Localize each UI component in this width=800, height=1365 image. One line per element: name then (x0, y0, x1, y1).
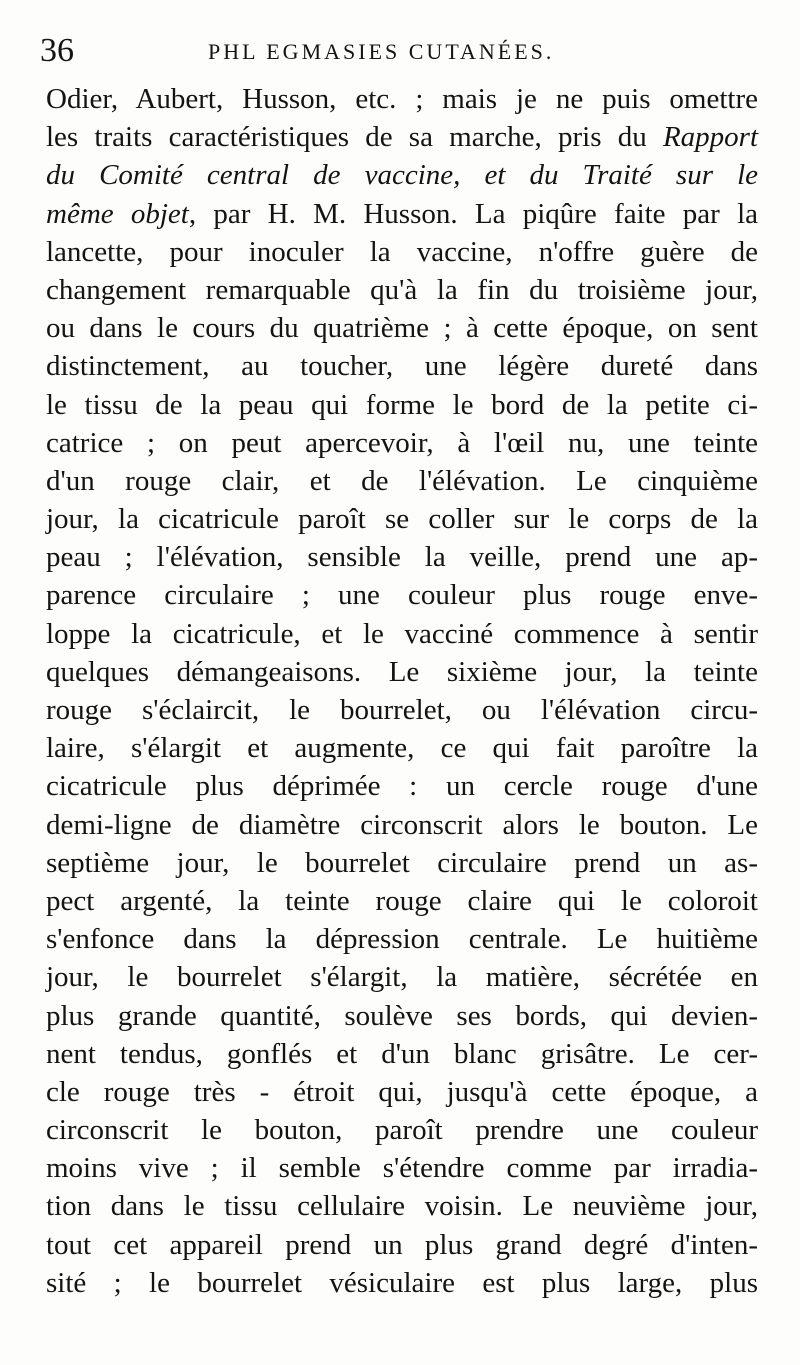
text-segment: parence circulaire ; une couleur plus rouge enve- (46, 579, 758, 612)
text-segment: quelques démangeaisons. Le sixième jour, la teinte (46, 655, 758, 688)
text-segment: ou dans le cours du quatrième ; à cette époque, on sent (46, 312, 758, 345)
italic-text: Rapport (662, 121, 758, 154)
text-segment: , par H. M. Husson. La piqûre faite par la (188, 197, 758, 230)
text-segment: nent tendus, gonflés et d'un blanc grisâtre. Le cer- (46, 1037, 758, 1070)
text-line (46, 920, 758, 958)
text-line (46, 118, 758, 156)
text-line (46, 1111, 758, 1149)
text-line (46, 1149, 758, 1187)
text-line (46, 729, 758, 767)
text-line (46, 576, 758, 614)
text-line (46, 1187, 758, 1225)
text-line (46, 767, 758, 805)
text-segment: demi-ligne de diamètre circonscrit alors le bouton. Le (46, 808, 758, 841)
page-number: 36 (40, 32, 74, 69)
page-header (40, 30, 780, 72)
text-line (46, 309, 758, 347)
text-segment: lancette, pour inoculer la vaccine, n'offre guère de (46, 235, 758, 268)
body-text (46, 80, 758, 1302)
text-segment: cle rouge très - étroit qui, jusqu'à cette époque, a (46, 1075, 758, 1108)
text-segment: pect argenté, la teinte rouge claire qui le coloroit (46, 884, 758, 917)
text-segment: Odier, Aubert, Husson, etc. ; mais je ne puis omettre (46, 83, 758, 115)
text-line (46, 271, 758, 309)
text-segment: tion dans le tissu cellulaire voisin. Le neuvième jour, (46, 1190, 758, 1223)
text-segment: septième jour, le bourrelet circulaire prend un as- (46, 846, 758, 879)
text-line (46, 1035, 758, 1073)
text-segment: plus grande quantité, soulève ses bords, qui devien- (46, 999, 758, 1032)
text-segment: rouge s'éclaircit, le bourrelet, ou l'élévation circu- (46, 694, 758, 726)
text-line (46, 233, 758, 271)
text-line (46, 615, 758, 653)
text-line (46, 1073, 758, 1111)
text-segment: peau ; l'élévation, sensible la veille, prend une ap- (46, 541, 758, 574)
text-line (46, 347, 758, 385)
text-line (46, 958, 758, 996)
text-line (46, 844, 758, 882)
text-line (46, 1226, 758, 1264)
text-line (46, 195, 758, 233)
italic-text: du Comité central de vaccine, et du Traité sur le (46, 159, 758, 192)
text-line (46, 500, 758, 538)
text-line (46, 806, 758, 844)
text-segment: jour, la cicatricule paroît se coller sur le corps de la (46, 503, 758, 536)
text-line (46, 691, 758, 729)
text-segment: le tissu de la peau qui forme le bord de la petite ci- (46, 388, 758, 421)
text-line (46, 386, 758, 424)
text-line (46, 424, 758, 462)
text-segment: jour, le bourrelet s'élargit, la matière, sécrétée en (46, 961, 758, 994)
text-line (46, 80, 758, 118)
text-line (46, 997, 758, 1035)
italic-text: même objet (46, 197, 189, 230)
text-segment: d'un rouge clair, et de l'élévation. Le cinquième (46, 464, 758, 497)
text-segment: les traits caractéristiques de sa marche, pris du (46, 121, 663, 154)
text-segment: loppe la cicatricule, et le vacciné commence à sentir (46, 617, 758, 650)
text-segment: distinctement, au toucher, une légère dureté dans (46, 350, 758, 383)
text-line (46, 462, 758, 500)
text-segment: cicatricule plus déprimée : un cercle rouge d'une (46, 770, 758, 803)
text-line (46, 156, 758, 194)
text-segment: laire, s'élargit et augmente, ce qui fait paroître la (46, 732, 758, 765)
text-line (46, 882, 758, 920)
text-line (46, 653, 758, 691)
text-segment: sité ; le bourrelet vésiculaire est plus large, plus (46, 1266, 758, 1299)
text-line (46, 538, 758, 576)
text-segment: tout cet appareil prend un plus grand degré d'inten- (46, 1228, 758, 1261)
text-line (46, 1264, 758, 1302)
text-segment: s'enfonce dans la dépression centrale. Le huitième (46, 923, 758, 956)
running-head: PHL EGMASIES CUTANÉES. (208, 39, 555, 64)
text-segment: catrice ; on peut apercevoir, à l'œil nu, une teinte (46, 426, 758, 459)
text-segment: circonscrit le bouton, paroît prendre une couleur (46, 1114, 758, 1147)
text-segment: moins vive ; il semble s'étendre comme par irradia- (46, 1152, 758, 1185)
text-segment: changement remarquable qu'à la fin du troisième jour, (46, 273, 758, 306)
